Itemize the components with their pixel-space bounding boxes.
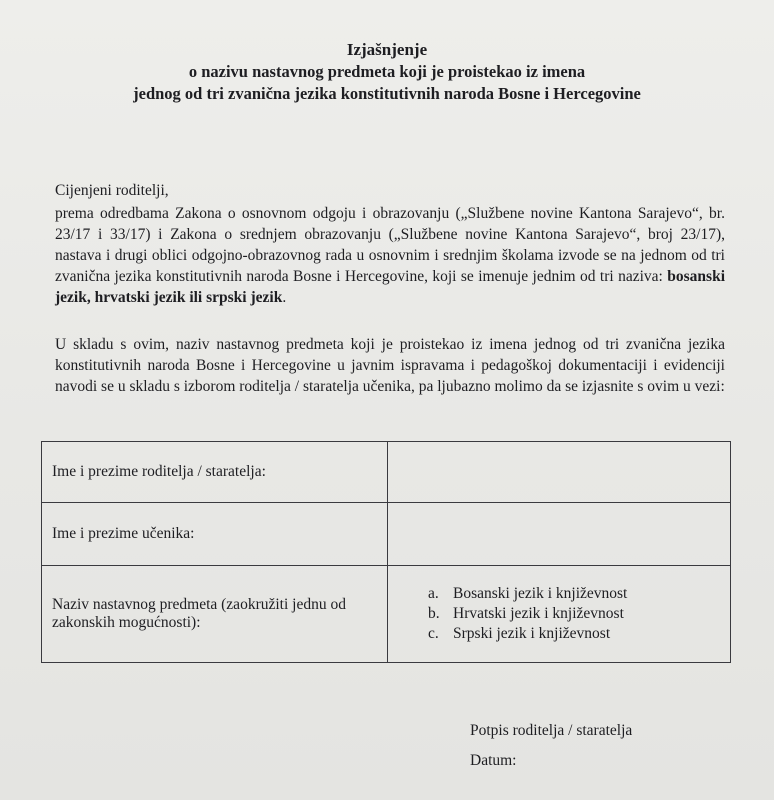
option-text: Bosanski jezik i književnost (453, 585, 628, 602)
subject-option-hrvatski[interactable] (428, 604, 720, 624)
subject-option-bosanski[interactable] (428, 584, 720, 604)
date-label: Datum: (470, 752, 517, 769)
student-name-label: Ime i prezime učenika: (42, 503, 388, 566)
language-names-bold: bosanski jezik, hrvatski jezik ili srpski jezik (55, 268, 725, 306)
subject-options-list (398, 584, 720, 644)
parent-name-field[interactable] (388, 442, 731, 503)
greeting: Cijenjeni roditelji, (55, 182, 169, 199)
subject-label: Naziv nastavnog predmeta (zaokružiti jednu od zakonskih mogućnosti): (42, 566, 388, 663)
option-letter: c. (428, 625, 439, 642)
document-subtitle-line-2: jednog od tri zvanična jezika konstitutivnih naroda Bosne i Hercegovine (133, 84, 641, 103)
student-name-field[interactable] (388, 503, 731, 566)
option-letter: a. (428, 585, 439, 602)
parent-name-label: Ime i prezime roditelja / staratelja: (42, 442, 388, 503)
paragraph-legal-basis (55, 203, 725, 308)
subject-option-srpski[interactable] (428, 624, 720, 644)
form-row-student (42, 503, 731, 566)
paragraph-legal-basis-end: . (282, 289, 287, 306)
declaration-form-table (41, 441, 731, 663)
form-row-subject (42, 566, 731, 663)
option-text: Srpski jezik i književnost (453, 625, 611, 642)
signature-label: Potpis roditelja / staratelja (470, 722, 633, 739)
option-letter: b. (428, 605, 440, 622)
subject-options-cell (388, 566, 731, 663)
form-row-parent (42, 442, 731, 503)
option-text: Hrvatski jezik i književnost (453, 605, 624, 622)
document-title: Izjašnjenje (346, 40, 428, 59)
paragraph-legal-basis-text: prema odredbama Zakona o osnovnom odgoju i obrazovanju („Službene novine Kantona Sarajevo“, br. 23/17 i 33/17) i Zakona o srednjem obrazovanju („Službene novine Kantona Sarajevo“, broj 23/17), nastava i drugi oblici odgojno-obrazovnog rada u osnovnim i srednjim školama izvode se na jednom od tri zvanična jezika konstitutivnih naroda Bosne i Hercegovine, koji se imenuje jednim od tri naziva: (55, 205, 725, 285)
document-subtitle-line-1: o nazivu nastavnog predmeta koji je proistekao iz imena (188, 62, 586, 81)
paragraph-request: U skladu s ovim, naziv nastavnog predmeta koji je proistekao iz imena jednog od tri zvanična jezika konstitutivnih naroda Bosne i Hercegovine u javnim ispravama i pedagoškoj dokumentaciji i evidenciji navodi se u skladu s izborom roditelja / staratelja učenika, pa ljubazno molimo da se izjasnite s ovim u vezi: (55, 336, 725, 395)
